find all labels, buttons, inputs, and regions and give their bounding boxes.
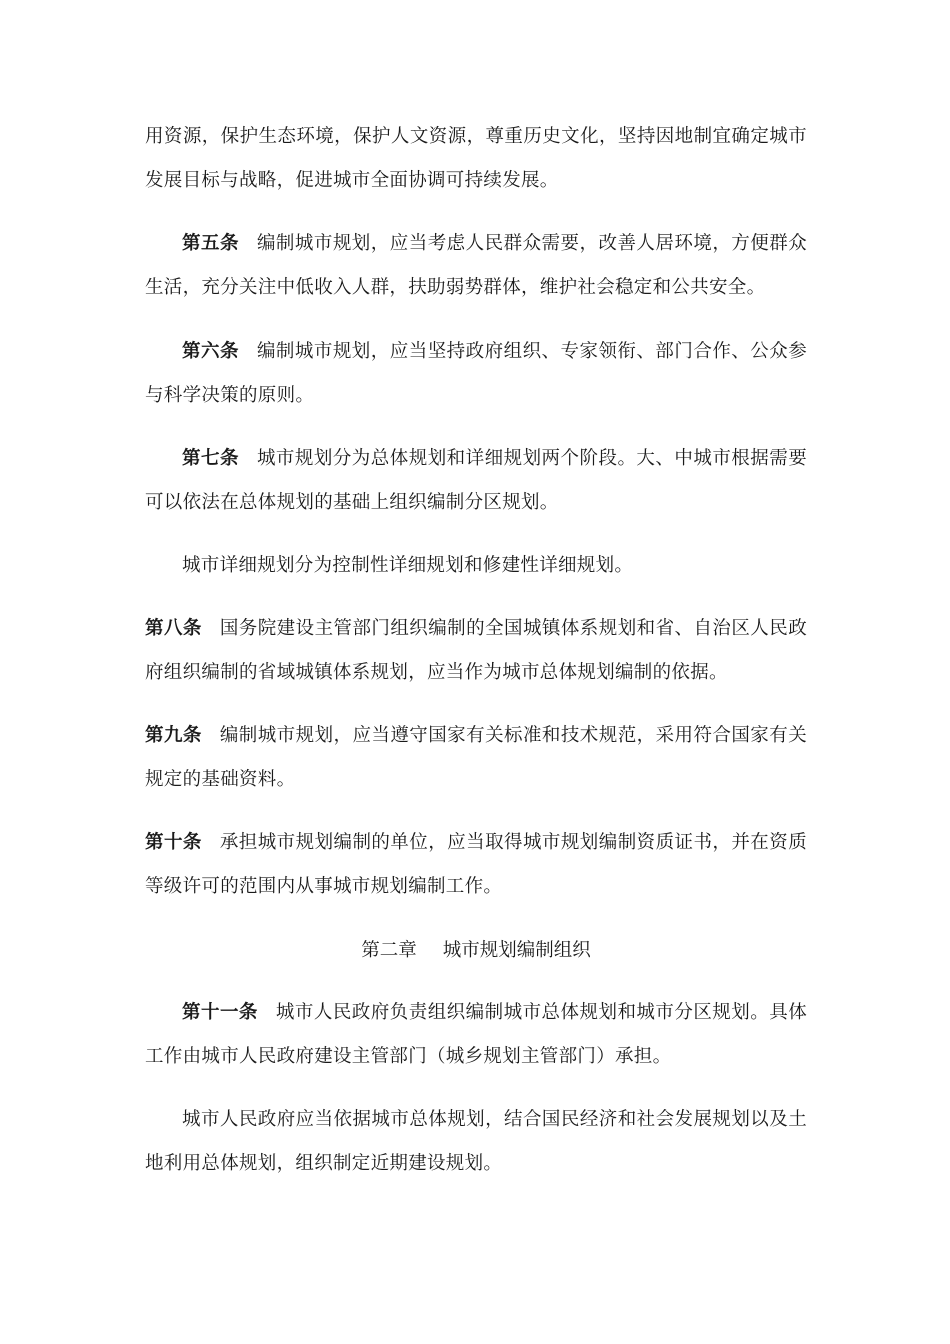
article-number: 第十一条 <box>182 1002 258 1023</box>
paragraph-text: 用资源，保护生态环境，保护人文资源，尊重历史文化，坚持因地制宜确定城市发展目标与战略，促进城市全面协调可持续发展。 <box>145 126 807 191</box>
article-text: 编制城市规划，应当坚持政府组织、专家领衔、部门合作、公众参与科学决策的原则。 <box>145 341 808 406</box>
article-11 <box>145 991 807 1079</box>
paragraph-near-term-plan <box>145 1098 807 1186</box>
article-number: 第九条 <box>145 725 202 746</box>
paragraph-text: 城市人民政府应当依据城市总体规划，结合国民经济和社会发展规划以及土地利用总体规划，组织制定近期建设规划。 <box>145 1109 807 1174</box>
article-9 <box>145 714 807 802</box>
article-text: 城市规划分为总体规划和详细规划两个阶段。大、中城市根据需要可以依法在总体规划的基础上组织编制分区规划。 <box>145 448 808 513</box>
chapter-number: 第二章 <box>361 940 417 961</box>
article-10 <box>145 821 807 909</box>
chapter-title: 城市规划编制组织 <box>442 940 591 961</box>
article-5 <box>145 222 807 310</box>
paragraph-detailed-planning <box>145 544 807 588</box>
article-number: 第七条 <box>182 448 239 469</box>
article-text: 国务院建设主管部门组织编制的全国城镇体系规划和省、自治区人民政府组织编制的省域城镇体系规划，应当作为城市总体规划编制的依据。 <box>145 618 807 683</box>
article-text: 城市人民政府负责组织编制城市总体规划和城市分区规划。具体工作由城市人民政府建设主管部门（城乡规划主管部门）承担。 <box>145 1002 808 1067</box>
article-7 <box>145 437 807 525</box>
article-8 <box>145 607 807 695</box>
paragraph-text: 城市详细规划分为控制性详细规划和修建性详细规划。 <box>182 555 634 576</box>
article-number: 第八条 <box>145 618 202 639</box>
chapter-heading <box>145 929 807 973</box>
article-number: 第六条 <box>182 341 239 362</box>
article-number: 第五条 <box>182 233 239 254</box>
article-number: 第十条 <box>145 832 202 853</box>
article-6 <box>145 330 807 418</box>
paragraph-continuation <box>145 115 807 203</box>
article-text: 编制城市规划，应当考虑人民群众需要，改善人居环境，方便群众生活，充分关注中低收入人群，扶助弱势群体，维护社会稳定和公共安全。 <box>145 233 808 298</box>
article-text: 编制城市规划，应当遵守国家有关标准和技术规范，采用符合国家有关规定的基础资料。 <box>145 725 807 790</box>
article-text: 承担城市规划编制的单位，应当取得城市规划编制资质证书，并在资质等级许可的范围内从事城市规划编制工作。 <box>145 832 807 897</box>
